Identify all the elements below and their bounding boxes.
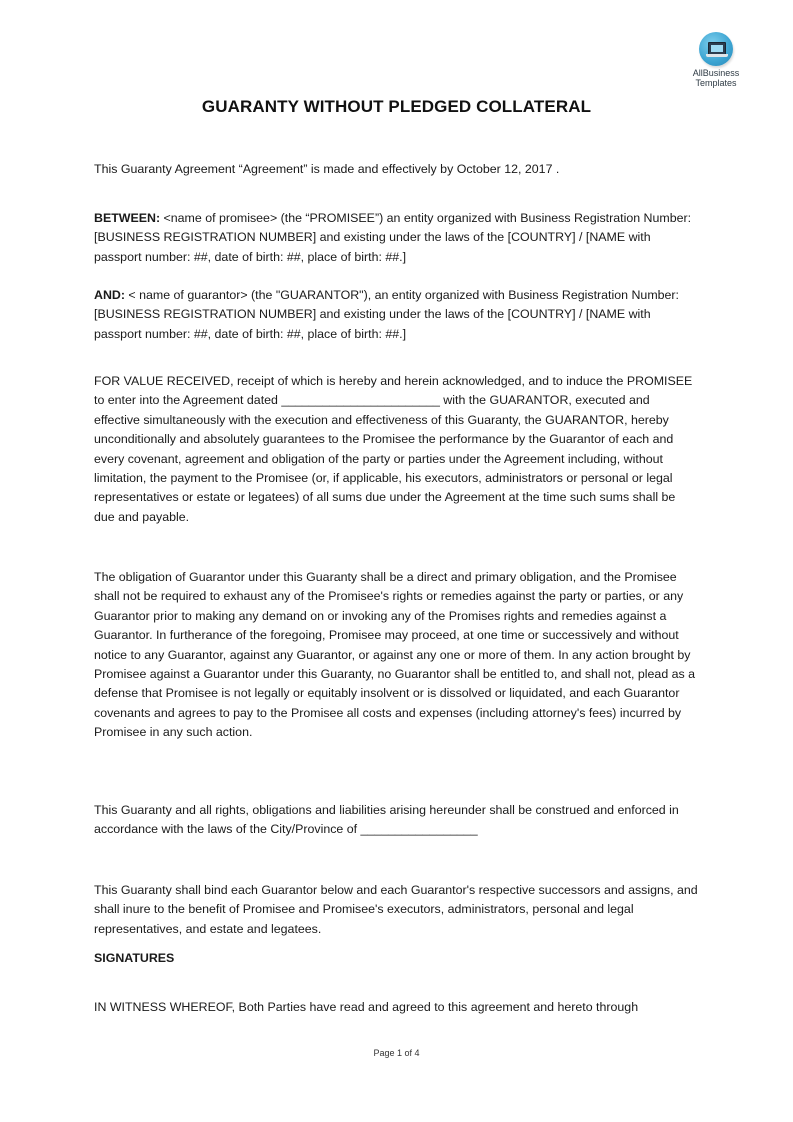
page-number: Page 1 of 4 — [373, 1048, 420, 1058]
and-label: AND: — [94, 288, 125, 302]
logo-line-2: Templates — [695, 78, 737, 88]
between-label: BETWEEN: — [94, 211, 161, 225]
signatures-heading: SIGNATURES — [94, 951, 175, 965]
logo-line-1: AllBusiness — [692, 68, 740, 78]
between-text: <name of promisee> (the “PROMISEE”) an entity organized with Business Registration Number: [BUSINESS REGISTRATION NUMBER] and existing under the laws of the [COUNTRY] / [NAME with passport number: ##, date of birth: ##, place of birth: ##.] — [94, 211, 692, 264]
between-paragraph — [94, 209, 699, 267]
logo-text — [676, 68, 756, 88]
value-received-paragraph: FOR VALUE RECEIVED, receipt of which is hereby and herein acknowledged, and to induce the PROMISEE to enter into the Agreement dated _______________________ with the GUARANTOR, executed and effective simultaneously with the execution and effectiveness of this Guaranty, the GUARANTOR, hereby unconditionally and absolutely guarantees to the Promisee the performance by the Guarantor of each and every covenant, agreement and obligation of the party or parties under the Agreement including, without limitation, the payment to the Promisee (or, if applicable, his executors, administrators or personal or legal representatives or estate or legatees) of all sums due under the Agreement at the time such sums shall be due and payable. — [94, 374, 693, 524]
intro-paragraph: This Guaranty Agreement “Agreement” is made and effectively by October 12, 2017 . — [94, 162, 560, 176]
allbusiness-templates-logo — [676, 32, 756, 88]
governing-law-paragraph: This Guaranty and all rights, obligations and liabilities arising hereunder shall be construed and enforced in accordance with the laws of the City/Province of _________________ — [94, 803, 679, 837]
document-title: GUARANTY WITHOUT PLEDGED COLLATERAL — [201, 97, 592, 116]
binding-paragraph: This Guaranty shall bind each Guarantor below and each Guarantor's respective successors and assigns, and shall inure to the benefit of Promisee and Promisee's executors, administrators, personal and legal representatives, and estate and legatees. — [94, 883, 698, 936]
and-paragraph — [94, 286, 699, 344]
and-text: < name of guarantor> (the "GUARANTOR"), an entity organized with Business Registration Number: [BUSINESS REGISTRATION NUMBER] and existing under the laws of the [COUNTRY] / [NAME with passport number: ##, date of birth: ##, place of birth: ##.] — [94, 288, 679, 341]
witness-paragraph: IN WITNESS WHEREOF, Both Parties have read and agreed to this agreement and hereto through — [94, 1000, 639, 1014]
obligation-paragraph: The obligation of Guarantor under this Guaranty shall be a direct and primary obligation, and the Promisee shall not be required to exhaust any of the Promisee's rights or remedies against the party or parties, or any Guarantor prior to making any demand on or invoking any of the Promises rights and remedies against a Guarantor. In furtherance of the foregoing, Promisee may proceed, at one time or successively and without notice to any Guarantor, against any Guarantor, or against any one or more of them. In any action brought by Promisee against a Guarantor under this Guaranty, no Guarantor shall be entitled to, and shall not, plead as a defense that Promisee is not legally or equitably insolvent or is dissolved or liquidated, and each Guarantor covenants and agrees to pay to the Promisee all costs and expenses (including attorney's fees) incurred by Promisee in any such action. — [94, 570, 696, 740]
laptop-icon — [699, 32, 733, 66]
